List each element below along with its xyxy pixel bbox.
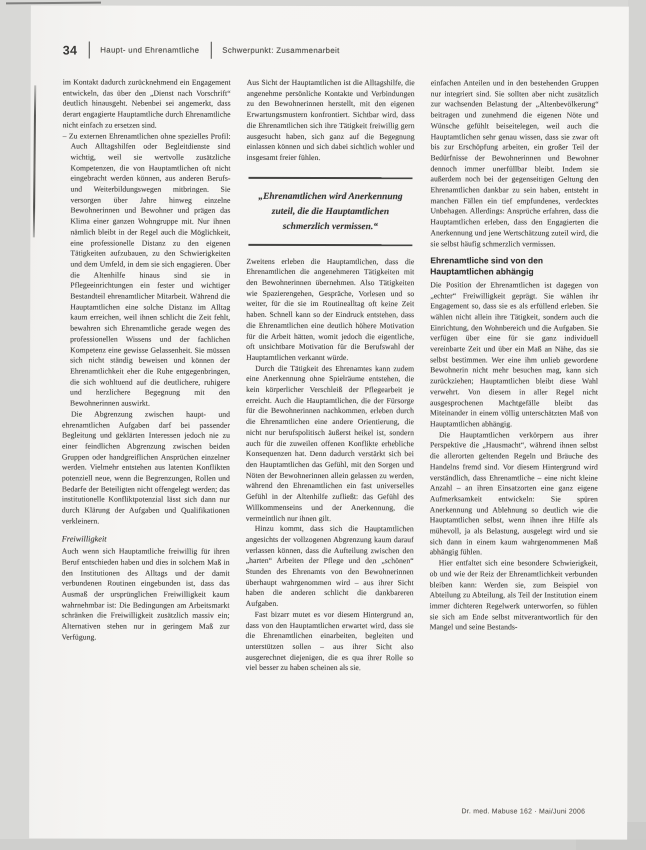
body-paragraph: Auch wenn sich Hauptamtliche freiwillig für ihren Beruf entschieden haben und dies in solchem Maß in den Institutionen des Alltags und der damit verbundenen Routinen eingebunden ist, dass das Ausmaß der ursprünglichen Freiwilligkeit kaum wahrnehmbar ist: Die Bedingungen am Arbeitsmarkt schränken die Freiwilligkeit zusätzlich massiv ein; Alternativen stehen nur in geringem Maß zur Verfügung. [61, 546, 230, 642]
header-section-title: Haupt- und Ehrenamtliche [100, 45, 200, 55]
body-paragraph: Durch die Tätigkeit des Ehrenamtes kann zudem eine Anerkennung ohne Spielräume entstehen, die kein körperlicher Verschleiß der Pflegearbeit je erreicht. Auch die Hauptamtlichen, die der Fürsorge für die Bewohnerinnen nachkommen, erleben durch die Ehrenamtlichen eine andere Orientierung, die nicht nur berufspolitisch äußerst heikel ist, sondern auch für die zuweilen offenen Konflikte erhebliche Konsequenzen hat. Denn dadurch verstärkt sich bei den Hauptamtlichen das Gefühl, mit den Sorgen und Nöten der Bewohnerinnen allein gelassen zu werden, während den Ehrenamtlichen ein fast universelles Gefühl in der Altenhilfe zufließt: das Gefühl des Willkommenseins und der Anerkennung, die vermeintlich nur ihnen gilt. [245, 363, 415, 523]
scanner-edge-line [6, 2, 101, 5]
body-paragraph: einfachen Anteilen und in den bestehenden Gruppen nur integriert sind. Sie sollten aber nicht zusätzlich zur wachsenden Belastung der „Altenbevölkerung“ beitragen und zunehmend die eigenen Nöte und Wünsche gefühlt beiseitelegen, weil auch die Hauptamtlichen sehr genau wissen, dass sie zwar oft bis zur Erschöpfung arbeiten, ein großer Teil der Bedürfnisse der Bewohnerinnen und Bewohner dennoch immer unerfüllbar bleibt. Indem sie außerdem noch bei der gegenseitigen Geltung den Ehrenamtlichen dankbar zu sein haben, entsteht in manchen Fällen ein tief empfundenes, verdecktes Unbehagen. Allerdings: Ansprüche erfahren, dass die Hauptamtlichen erleben, dass den Engagierten die Anerkennung und jene Wertschätzung zuteil wird, die sie selbst häufig schmerzlich vermissen. [430, 78, 599, 249]
journal-footer: Dr. med. Mabuse 162 · Mai/Juni 2006 [461, 808, 586, 816]
page-spine-shadow [33, 85, 36, 237]
scanner-background-right [628, 0, 646, 850]
article-column-3 [429, 78, 598, 790]
body-paragraph: Zweitens erleben die Hauptamtlichen, dass die Ehrenamtlichen die angenehmeren Tätigkeiten mit den Bewohnerinnen übernehmen. Also Tätigkeiten wie Spazierengehen, Gespräche, Vorlesen und so weiter, für die sie im Routinealltag oft keine Zeit haben. Schnell kann so der Eindruck entstehen, dass die Ehrenamtlichen eine deutlich höhere Motivation für die Arbeit hätten, womit jedoch die eigentliche, oft unsichtbare Motivation für die Berufswahl der Hauptamtlichen verkannt würde. [246, 256, 415, 362]
article-column-1 [61, 77, 230, 789]
header-divider [210, 42, 211, 59]
scanner-background-bottom [0, 839, 646, 850]
body-paragraph: im Kontakt dadurch zurücknehmend ein Engagement entwickeln, das über den „Dienst nach Vorschrift“ deutlich hinausgeht. Nebenbei sei angemerkt, dass derart engagierte Hauptamtliche durch Ehrenamtliche nicht einfach zu ersetzen sind. [62, 77, 231, 130]
article-column-2 [245, 78, 414, 790]
body-paragraph: Aus Sicht der Hauptamtlichen ist die Alltagshilfe, die angenehme persönliche Kontakte und Verbindungen zu den Bewohnerinnen herstellt, mit den eigenen Erwartungsmustern konfrontiert. Sichtbar wird, dass die Ehrenamtlichen sich ihre Tätigkeit freiwillig gern ausgesucht haben, sich ganz auf die Begegnung einlassen können und sich dabei sichtlich wohler und insgesamt freier fühlen. [246, 77, 415, 162]
body-paragraph: Die Abgrenzung zwischen haupt- und ehrenamtlichen Aufgaben darf bei passender Begleitung und geklärten Interessen jedoch nie zu einer feindlichen Abgrenzung zwischen beiden Gruppen oder handgreiflichen Ansprüchen einzelner werden. Vielmehr entstehen aus latenten Konflikten potenziell neue, wenn die Begrenzungen, Rollen und Bedarfe der Beteiligten nicht offengelegt werden; das institutionelle Konfliktpotenzial lässt sich dann nur durch Klärung der Aufgaben und Qualifikationen verkleinern. [61, 409, 231, 526]
page-number: 34 [62, 42, 78, 57]
italic-subheading: Freiwilligkeit [61, 533, 107, 544]
header-topic-title: Schwerpunkt: Zusammenarbeit [222, 45, 340, 56]
pull-quote: „Ehrenamtlichen wird Anerkennung zuteil, die die Hauptamtlichen schmerzlich vermissen.“ [248, 176, 412, 245]
body-paragraph: Hinzu kommt, dass sich die Hauptamtlichen angesichts der vollzogenen Abgrenzung kaum darauf verlassen können, dass die Aufteilung zwischen den „harten“ Arbeiten der Pflege und den „schönen“ Stunden des Ehrenamts von den Bewohnerinnen überhaupt wahrgenommen wird – aus ihrer Sicht haben die anderen schlicht die dankbareren Aufgaben. [245, 524, 414, 609]
page-header [63, 41, 599, 59]
body-paragraph: Die Position der Ehrenamtlichen ist dagegen von „echter“ Freiwilligkeit geprägt. Sie wählen ihr Engagement so, dass sie es als erfüllend erleben. Sie wählen nicht allein ihre Tätigkeit, sondern auch die Einrichtung, den Wohnbereich und die Aufgaben. Sie verfügen über eine für sie ganz individuell vereinbarte Zeit und über ein Maß an Nähe, das sie selbst bestimmen. Wer eine ihm unlieb gewordene Bewohnerin nicht mehr besuchen mag, kann sich zurückziehen; Hauptamtlichen bleibt diese Wahl verwehrt. Von diesem in aller Regel nicht ausgesprochenen Machtgefälle bleibt das Miteinander in einem völlig unterschätzten Maß von Hauptamtlichen abhängig. [429, 280, 599, 429]
header-divider [88, 41, 89, 58]
body-paragraph: Die Hauptamtlichen verkörpern aus ihrer Perspektive die „Hausmacht“, während ihnen selbst die allerorten geltenden Regeln und Bräuche des Handelns fremd sind. Vor diesem Hintergrund wird verständlich, dass Ehrenamtliche – eine nicht kleine Anzahl – an ihren Einsatzorten eine ganz eigene Aufmerksamkeit entwickeln: Sie spüren Anerkennung und Ablehnung so deutlich wie die Hauptamtlichen selbst, wenn ihnen ihre Hilfe als mühevoll, ja als Belastung, ausgelegt wird und sie sich dann in einem kaum wahrgenommenen Maß abhängig fühlen. [429, 429, 598, 557]
body-paragraph: Fast bizarr mutet es vor diesem Hintergrund an, dass von den Hauptamtlichen erwartet wird, dass sie die Ehrenamtlichen einarbeiten, begleiten und unterstützen sollen – aus ihrer Sicht also ausgerechnet diejenigen, die es qua ihrer Rolle so viel besser zu haben scheinen als sie. [245, 609, 414, 673]
body-paragraph: Hier entfaltet sich eine besondere Schwierigkeit, ob und wie der Reiz der Ehrenamtlichkeit verbunden bleiben kann: Werden sie, zum Beispiel von Abteilung zu Abteilung, als Teil der Institution einem immer dichteren Regelwerk unterworfen, so fühlen sie sich am Ende selbst mitverantwortlich für den Mangel und seine Bestands- [429, 558, 598, 632]
bold-subheading: Ehrenamtliche sind von den Hauptamtlichen abhängig [430, 255, 544, 277]
article-columns [61, 77, 598, 790]
dash-list-item: – Zu externen Ehrenamtlichen ohne spezielles Profil: Auch Alltagshilfen oder Begleitdienste sind wichtig, weil sie wertvolle zusätzliche Kompetenzen, die von Hauptamtlichen oft nicht eingebracht werden können, aus anderen Berufs- und Weiterbildungswegen mitbringen. Sie versorgen über Jahre hinweg einzelne Bewohnerinnen und Bewohner und prägen das Klima einer ganzen Wohngruppe mit. Nur ihnen nämlich bleibt in der Regel auch die Möglichkeit, eine professionelle Distanz zu den eigenen Tätigkeiten aufzubauen, zu den Schwierigkeiten und dem Umfeld, in dem sie sich engagieren. Über die Altenhilfe hinaus sind sie in Pflegeeinrichtungen ein fester und wichtiger Bestandteil ehrenamtlicher Mitarbeit. Während die Hauptamtlichen eine solche Distanz im Alltag kaum erreichen, weil ihnen schlicht die Zeit fehlt, bewahren sich Ehrenamtliche gerade wegen des professionellen Wissens und der fachlichen Kompetenz eine gewisse Gelassenheit. Sie müssen sich nicht ständig beweisen und können der Ehrenamtlichkeit eher die Ruhe entgegenbringen, die sich wohltuend auf die deutlichere, ruhigere und herzlichere Begegnung mit den Bewohnerinnen auswirkt. [62, 130, 231, 408]
magazine-page [29, 5, 629, 839]
